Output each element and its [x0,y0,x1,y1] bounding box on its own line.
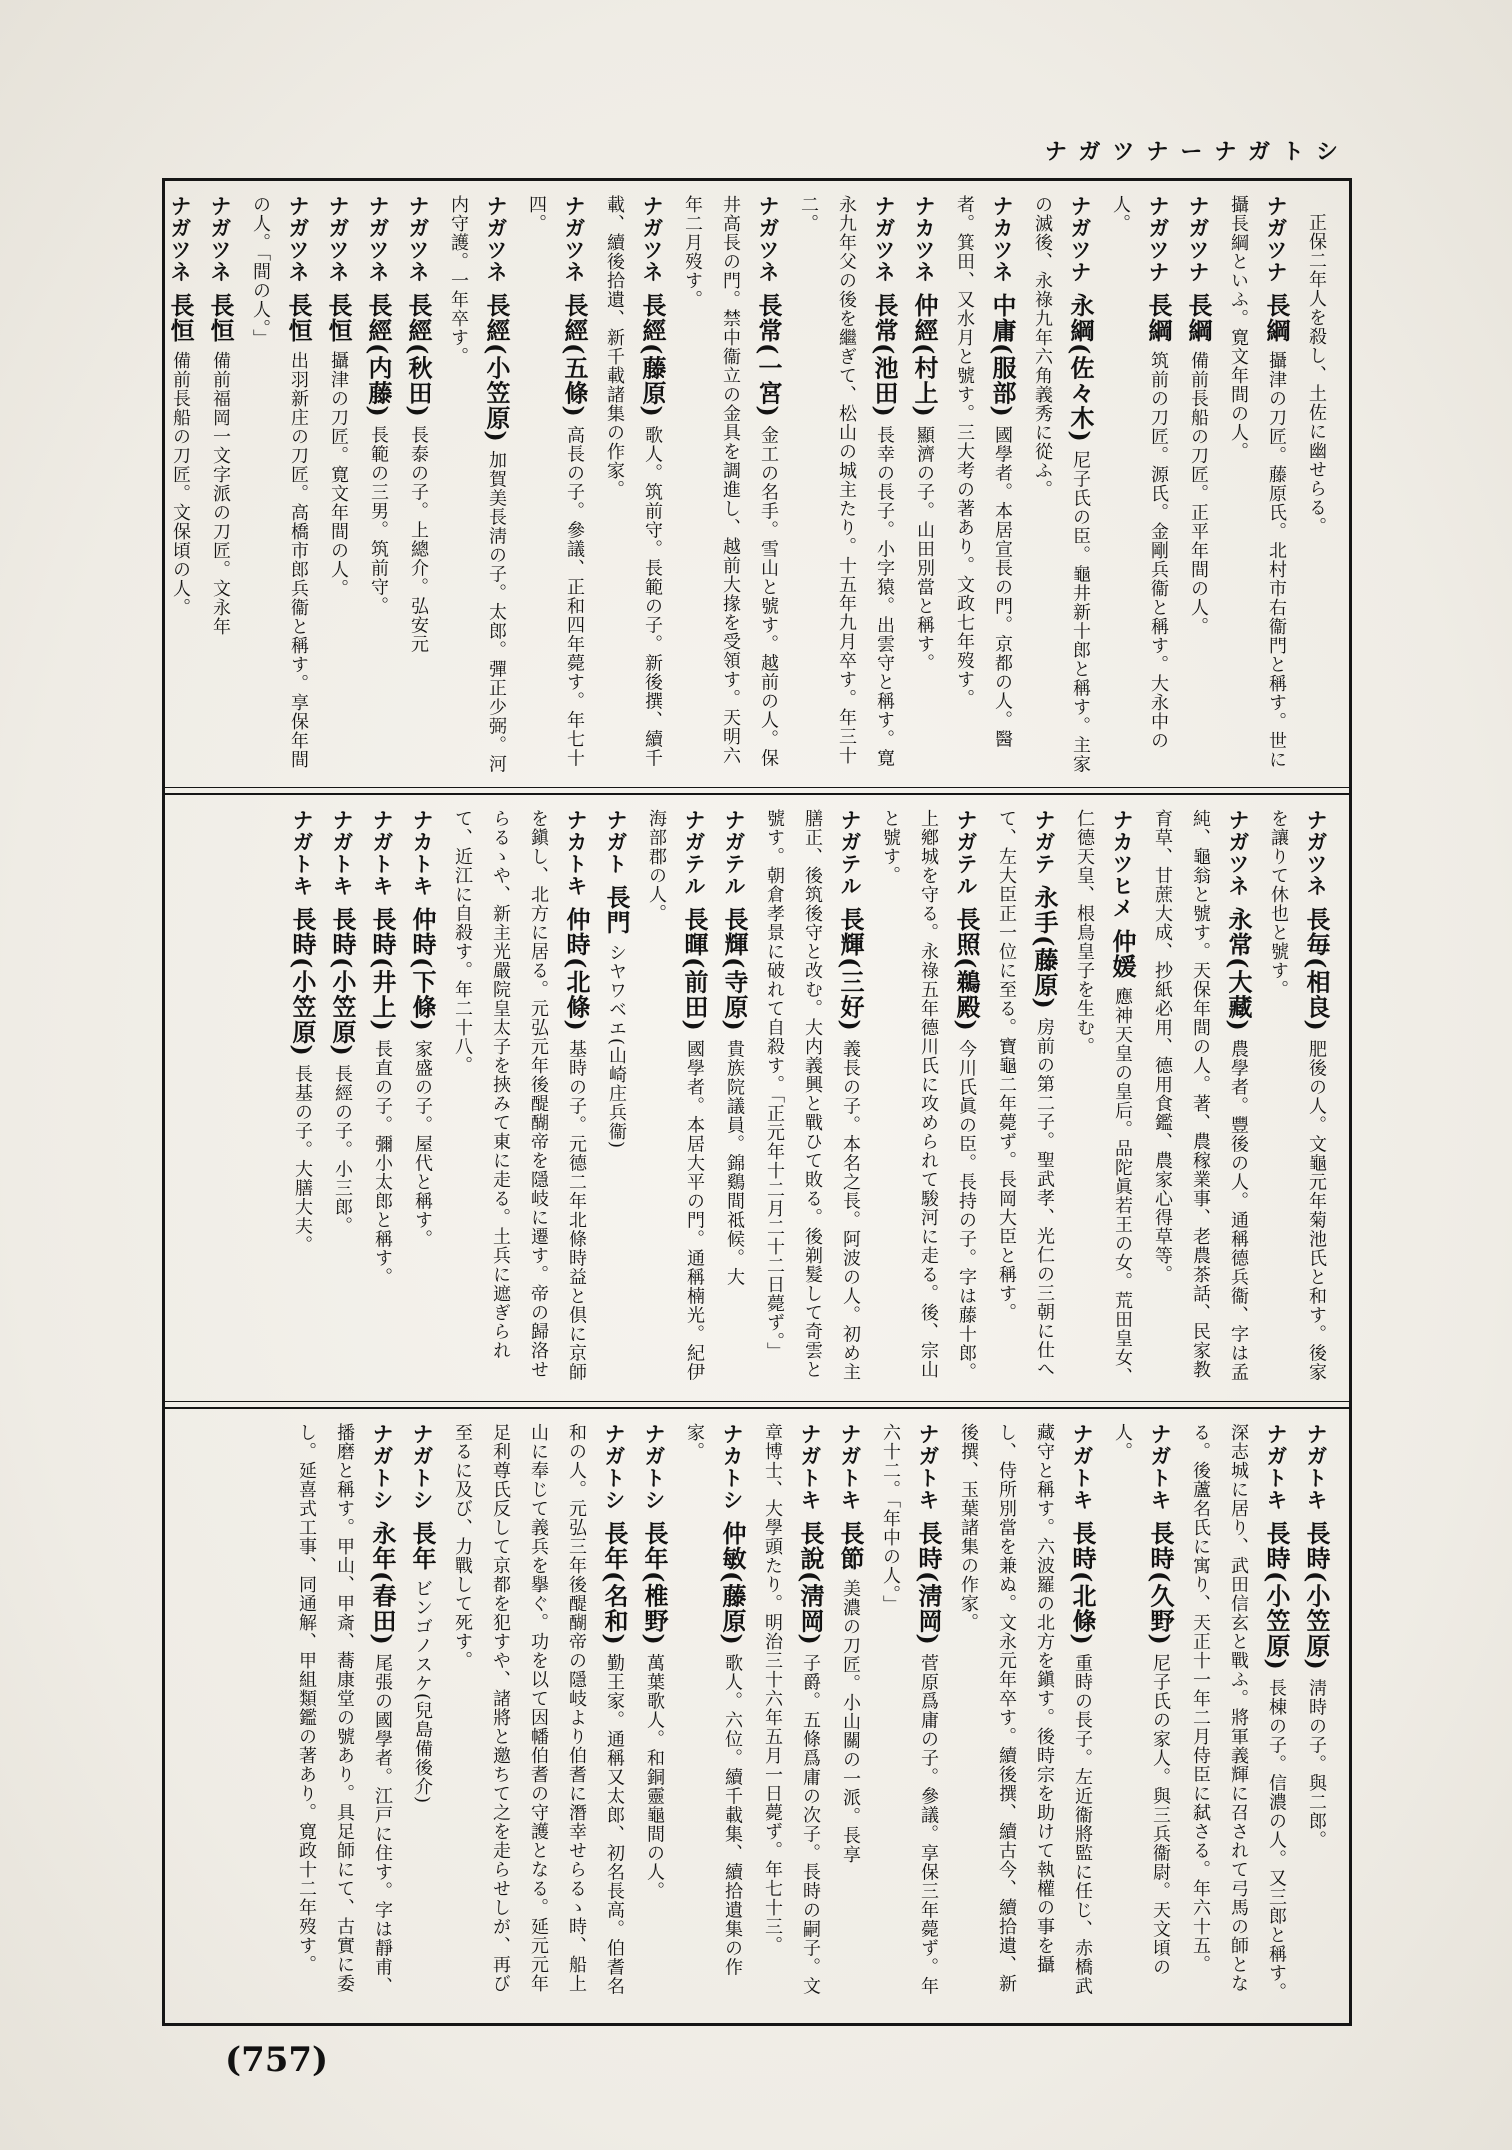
dictionary-entry [283,809,321,1389]
entry-description: 長泰の子。上總介。弘安元 [408,425,429,654]
entry-name: 長恒 [206,293,235,343]
dictionary-entry [673,195,787,775]
entry-name: 長經(秋田) [404,293,433,418]
entry-description: 長棟の子。信濃の人。又三郎と稱す。深志城に居り、武田信玄と戰ふ。將軍義輝に召されて弓馬の師となる。後蘆名氏に寓り、天正十一年二月侍臣に弑さる。年六十五。 [1190,1423,1287,2002]
dictionary-entry [403,1423,441,2011]
entry-name: 長常(一宮) [754,293,783,418]
entry-description: 長經の子。小三郎。 [332,1064,353,1236]
tier-middle [165,793,1349,1401]
entry-kana: ナガトキ [1070,1423,1094,1511]
entry-kana: ナガツナ [1068,195,1092,283]
entry-description: 國學者。本居宣長の門。京都の人。醫者。箕田、又水月と號す。三大考の著あり。文政七年歿す。 [954,195,1013,749]
entry-kana: ナガトシ [370,1423,394,1511]
entry-kana: ナガツネ [286,195,310,283]
dictionary-entry [1297,1423,1335,2011]
entry-name: 長年(名和) [600,1521,629,1646]
text-frame [162,178,1352,2026]
page-number: (757) [225,2040,329,2080]
entry-name: 長門 [602,885,631,935]
entry-description: 淸時の子。與二郎。 [1306,1678,1327,1850]
entry-name: 長年(椎野) [640,1521,669,1646]
dictionary-entry [323,809,361,1389]
entry-kana: ナガツナ [1146,195,1170,283]
entry-description: 重時の長子。左近衞將監に任じ、赤橋武藏守と稱す。六波羅の北方を鎭す。後時宗を助けて執權の事を攝し、侍所別當を兼ぬ。文永元年卒す。續後撰、續古今、續拾遺、新後撰、玉葉諸集の作家。 [958,1423,1093,1996]
entry-description: 長幸の長子。小字猿。出雲守と稱す。寛永九年父の後を繼ぎて、松山の城主たり。十五年九月卒す。年三十二。 [798,195,895,768]
entry-name: 中庸(服部) [988,293,1017,418]
entry-name: 仲時(北條) [562,907,591,1032]
dictionary-entry [403,809,441,1389]
entry-name: 仲經(村上) [910,293,939,418]
dictionary-entry [1143,809,1257,1389]
entry-description: シヤワベエ(山崎庄兵衞) [606,943,627,1150]
entry-description: 尼子氏の臣。龜井新十郎と稱す。主家の滅後、永祿九年六角義秀に從ふ。 [1032,195,1091,774]
entry-name: 長時(小笠原) [1262,1521,1291,1671]
dictionary-entry [439,195,515,775]
tier-top-text [166,195,1335,775]
entry-name: 長輝(三好) [836,907,865,1032]
dictionary-entry [443,809,595,1389]
dictionary-entry [1065,809,1141,1389]
entry-kana: ナガツネ [1226,809,1250,897]
entry-description: 基時の子。元德二年北條時益と倶に京師を鎭し、北方に居る。元弘元年後醍醐帝を隱岐に遷す。帝の歸洛せらるゝや、新主光嚴院皇太子を挾みて東に走る。土兵に遮ぎられて、近江に自殺す。年二十八。 [452,809,587,1382]
dictionary-entry [1179,195,1217,775]
entry-description: 加賀美長淸の子。太郎。彈正少弼。河内守護。一年卒す。 [448,195,507,774]
dictionary-entry [287,1423,401,2011]
entry-description: 長直の子。彌小太郎と稱す。 [372,1039,393,1287]
tier-bottom-text [179,1423,1335,2011]
entry-kana: ナガツネ [640,195,664,283]
dictionary-entry [871,1423,947,2011]
dictionary-entry [359,195,397,775]
entry-description: 攝津の刀匠。藤原氏。北村市右衞門と稱す。世に攝長綱といふ。寛文年間の人。 [1228,195,1287,769]
entry-description: 高長の子。參議、正和四年薨す。年七十四。 [526,195,585,768]
dictionary-entry [637,809,713,1389]
dictionary-entry [635,1423,673,2011]
dictionary-entry [319,195,357,775]
entry-description: 歌人。筑前守。長範の子。新後撰、續千載、續後拾遺、新千載諸集の作家。 [604,195,663,768]
entry-name: 永綱(佐々木) [1066,293,1095,443]
entry-description: 備前長船の刀匠。文保頃の人。 [170,351,191,617]
entry-kana: ナガトキ [916,1423,940,1511]
entry-name: 長經(内藤) [364,293,393,418]
entry-kana: ナカトシ [720,1423,744,1511]
entry-kana: ナガツネ [872,195,896,283]
entry-name: 長毎(相良) [1302,907,1331,1032]
dictionary-entry [789,195,903,775]
entry-name: 長說(淸岡) [796,1521,825,1646]
entry-kana: ナガツネ [484,195,508,283]
dictionary-entry [831,1423,869,2011]
entry-description: 貴族院議員。錦鷄間祗候。大 [724,1039,745,1287]
entry-kana: ナカツネ [990,195,1014,283]
entry-kana: ナガツネ [208,195,232,283]
tier-middle-text [179,809,1335,1389]
dictionary-entry [1259,809,1335,1389]
entry-name: 長暉(前田) [680,907,709,1032]
entry-name: 長恒 [324,293,353,343]
dictionary-entry [363,809,401,1389]
entry-kana: ナガトキ [330,809,354,897]
entry-name: 長時(久野) [1146,1521,1175,1646]
entry-name: 仲時(下條) [408,907,437,1032]
entry-name: 仲敏(藤原) [718,1521,747,1646]
entry-kana: ナガツネ [562,195,586,283]
entry-description: ビンゴノスケ(兒島備後介) [412,1579,433,1805]
entry-description: 肥後の人。文龜元年菊池氏と和す。後家を讓りて休也と號す。 [1268,809,1327,1382]
entry-name: 長時(小笠原) [1302,1521,1331,1671]
dictionary-entry [241,195,317,775]
entry-name: 長經(藤原) [638,293,667,418]
dictionary-entry [755,809,869,1389]
running-head: ナガツナーナガトシ [1044,140,1350,165]
entry-kana: ナガテル [682,809,706,897]
dictionary-entry [949,1423,1101,2011]
dictionary-entry [201,195,239,775]
entry-description: 今川氏眞の臣。長持の子。字は藤十郎。上鄕城を守る。永祿五年德川氏に攻められて駿河に走る。後、宗山と號す。 [880,809,977,1382]
dictionary-entry [1297,195,1335,775]
entry-name: 仲媛 [1108,929,1137,979]
entry-name: 永常(大藏) [1224,907,1253,1032]
entry-name: 永年(春田) [368,1521,397,1646]
entry-kana: ナカツヒメ [1110,809,1134,919]
entry-kana: ナガテ [1032,809,1056,875]
entry-name: 長時(小笠原) [328,907,357,1057]
entry-name: 長恒 [166,293,195,343]
entry-description: 筑前の刀匠。源氏。金剛兵衞と稱す。大永中の人。 [1110,195,1169,750]
entry-kana: ナガツネ [1304,809,1328,897]
entry-description: 萬葉歌人。和銅靈龜間の人。 [644,1653,665,1901]
dictionary-entry [399,195,437,775]
entry-kana: ナガトキ [370,809,394,897]
entry-name: 長綱 [1184,293,1213,343]
dictionary-entry [517,195,593,775]
dictionary-entry [987,809,1063,1389]
entry-kana: ナガトキ [838,1423,862,1511]
entry-description: 顯濟の子。山田別當と稱す。 [914,425,935,673]
entry-description: 長基の子。大膳大夫。 [292,1064,313,1255]
entry-kana: ナガトシ [410,1423,434,1511]
entry-kana: ナガツナ [1186,195,1210,283]
dictionary-entry [715,809,753,1389]
entry-description: 長範の三男。筑前守。 [368,425,389,616]
entry-description: 出羽新庄の刀匠。高橋市郎兵衞と稱す。享保年間の人。「間の人。」 [250,195,309,769]
entry-kana: ナガテル [722,809,746,897]
dictionary-entry [1219,195,1295,775]
dictionary-entry [1103,1423,1179,2011]
entry-name: 長綱 [1144,293,1173,343]
entry-kana: ナガト [604,809,628,875]
entry-name: 長年 [408,1521,437,1571]
entry-kana: ナカトキ [410,809,434,897]
entry-description: 子爵。五條爲庸の次子。長時の嗣子。文章博士、大學頭たり。明治三十六年五月一日薨ず。年七十三。 [762,1423,821,1996]
dictionary-entry [675,1423,751,2011]
entry-description: 尼子氏の家人。與三兵衞尉。天文頃の人。 [1112,1423,1171,1977]
entry-kana: ナガツネ [756,195,780,283]
dictionary-entry [1101,195,1177,775]
entry-name: 長時(井上) [368,907,397,1032]
entry-description: 備前福岡一文字派の刀匠。文永年 [210,351,231,636]
dictionary-entry [443,1423,633,2011]
entry-name: 長經(小笠原) [482,293,511,443]
entry-kana: ナガテル [954,809,978,897]
entry-name: 長照(鵜殿) [952,907,981,1032]
entry-kana: ナガトキ [1304,1423,1328,1511]
tier-bottom [165,1407,1349,2023]
dictionary-entry [1023,195,1099,775]
entry-kana: ナガトキ [1148,1423,1172,1511]
entry-description: 攝津の刀匠。寛文年間の人。 [328,351,349,598]
entry-description: 金工の名手。雪山と號す。越前の人。保井高長の門。禁中衞立の金具を調進し、越前大掾を受領す。天明六年二月歿す。 [682,195,779,768]
entry-description: 家盛の子。屋代と稱す。 [412,1039,433,1249]
entry-description: 農學者。豐後の人。通稱德兵衞、字は孟純、龜翁と號す。天保年間の人。著、農稼業事、老農茶話、民家教育草、甘蔗大成、抄紙必用、德用食鑑、農家心得草等。 [1152,809,1249,1382]
entry-description: 歌人。六位。續千載集、續拾遺集の作家。 [684,1423,743,1977]
entry-description: 美濃の刀匠。小山關の一派。長享 [840,1579,861,1864]
tier-top [165,181,1349,787]
entry-name: 長時(小笠原) [288,907,317,1057]
entry-kana: ナガトシ [642,1423,666,1511]
entry-description: 菅原爲庸の子。參議。享保三年薨ず。年六十二。「年中の人。」 [880,1423,939,1996]
dictionary-entry [753,1423,829,2011]
entry-kana: ナカトキ [564,809,588,897]
entry-kana: ナガトシ [602,1423,626,1511]
entry-name: 永手(藤原) [1030,885,1059,1010]
entry-kana: ナガツネ [168,195,192,283]
entry-name: 長經(五條) [560,293,589,418]
entry-kana: ナガツネ [366,195,390,283]
entry-name: 長恒 [284,293,313,343]
entry-kana: ナガテル [838,809,862,897]
dictionary-entry [161,195,199,775]
entry-kana: ナカツネ [912,195,936,283]
entry-kana: ナガトキ [290,809,314,897]
dictionary-entry [945,195,1021,775]
entry-description: 勤王家。通稱又太郎、初名長高。伯耆名和の人。元弘三年後醍醐帝の隱岐より伯耆に潛幸せらるゝ時、船上山に奉じて義兵を擧ぐ。功を以て因幡伯耆の守護となる。延元元年足利尊氏反して京都を犯すや、諸將と邀ちて之を走らせしが、再び至るに及び、力戰して死す。 [452,1423,625,1996]
entry-kana: ナガツナ [1264,195,1288,283]
entry-kana: ナガツネ [406,195,430,283]
dictionary-entry [905,195,943,775]
entry-name: 長時(北條) [1068,1521,1097,1646]
entry-name: 長輝(寺原) [720,907,749,1032]
dictionary-entry [595,195,671,775]
entry-kana: ナガトキ [1264,1423,1288,1511]
dictionary-entry [871,809,985,1389]
entry-name: 長常(池田) [870,293,899,418]
entry-description: 應神天皇の皇后。品陀眞若王の女。荒田皇女、仁德天皇、根鳥皇子を生む。 [1074,809,1133,1386]
entry-name: 長綱 [1262,293,1291,343]
entry-description: 義長の子。本名之長。阿波の人。初め主膳正、後筑後守と改む。大内義興と戰ひて敗る。後剃髮して奇雲と號す。朝倉孝景に破れて自殺す。「正元年十二月二十二日薨ず。」 [764,809,861,1382]
entry-kana: ナガツネ [326,195,350,283]
entry-name: 長時(淸岡) [914,1521,943,1646]
entry-description: 備前長船の刀匠。正平年間の人。 [1188,351,1209,636]
entry-description: 國學者。本居大平の門。通稱楠光。紀伊海部郡の人。 [646,809,705,1382]
entry-description: 尾張の國學者。江戸に住す。字は靜甫、播磨と稱す。甲山、甲斎、蕎康堂の號あり。具足師にて、古實に委し。延喜式工事、同通解、甲組類鑑の著あり。寛政十二年歿す。 [296,1423,393,1996]
dictionary-entry [597,809,635,1389]
entry-description: 房前の第二子。聖武孝、光仁の三朝に仕へて、左大臣正一位に至る。寶龜二年薨ず。長岡大臣と稱す。 [996,809,1055,1379]
entry-kana: ナガトキ [798,1423,822,1511]
entry-name: 長節 [836,1521,865,1571]
dictionary-entry [1181,1423,1295,2011]
entry-description: 正保二年人を殺し、土佐に幽せらる。 [1306,213,1327,536]
